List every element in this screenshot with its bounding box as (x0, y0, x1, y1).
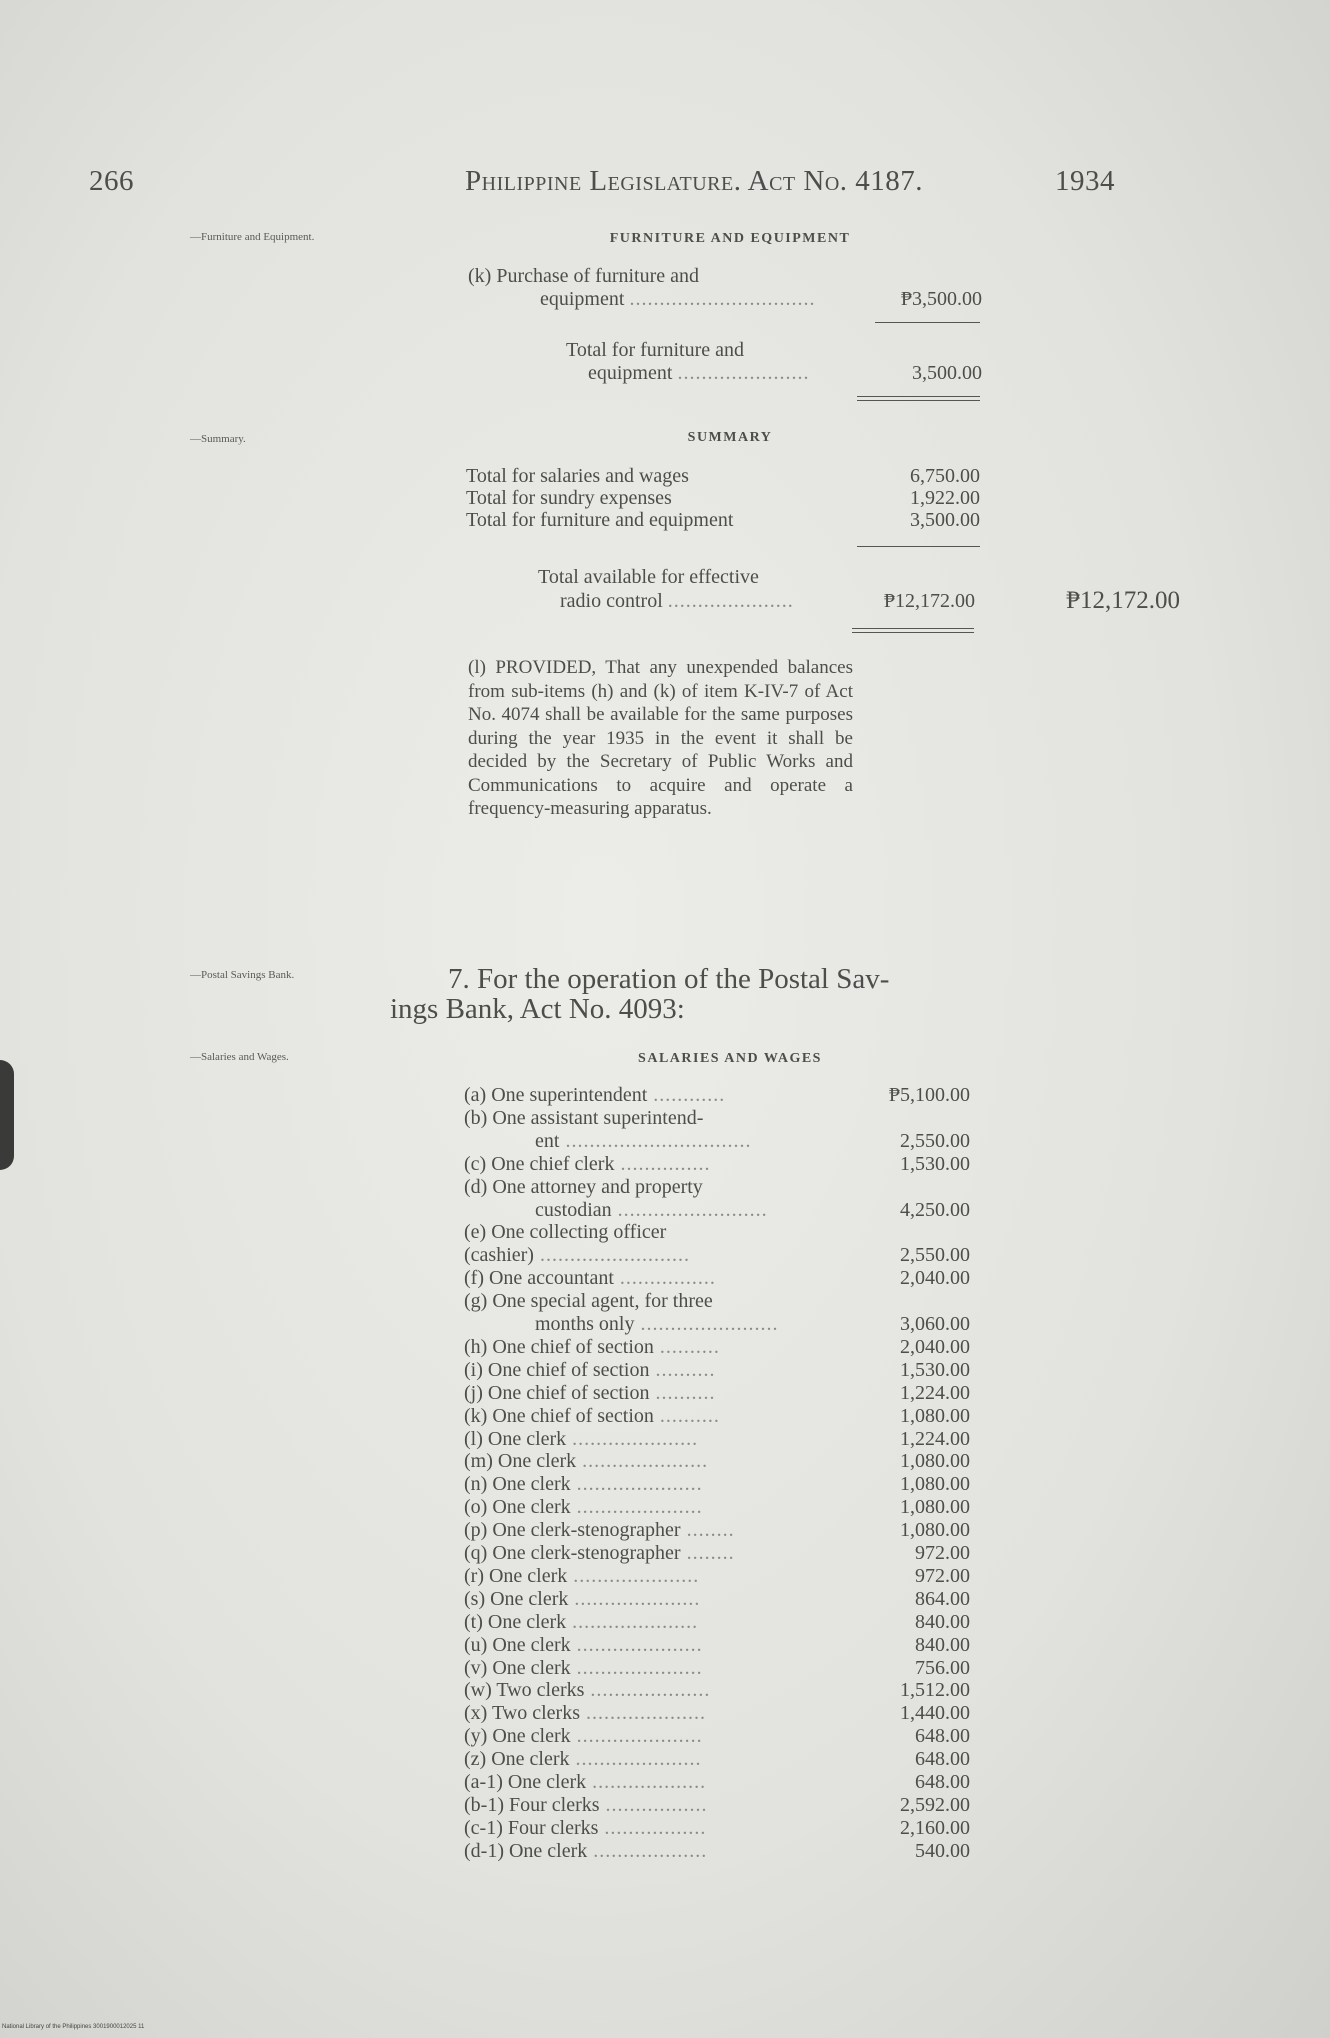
furniture-item-k-amount: ₱3,500.00 (900, 288, 982, 310)
salary-row-amount: 3,060.00 (900, 1313, 970, 1335)
salary-row-amount: 1,530.00 (900, 1152, 970, 1175)
summary-row-1-label: Total for salaries and wages (466, 465, 689, 487)
rule (857, 546, 980, 547)
salary-row-label: custodian ......................... (535, 1198, 768, 1221)
salary-row-label: (a-1) One clerk ................... (464, 1771, 707, 1793)
salaries-heading: SALARIES AND WAGES (638, 1051, 822, 1066)
salary-row-label: (e) One collecting officer (464, 1221, 667, 1244)
salary-row-amount: 1,080.00 (900, 1519, 970, 1542)
salary-row-label: (u) One clerk ..................... (464, 1633, 703, 1656)
salary-row-amount: 648.00 (915, 1725, 970, 1748)
margin-note-salaries-wages: —Salaries and Wages. (190, 1051, 289, 1063)
running-title: Philippine Legislature. Act No. 4187. (465, 165, 924, 197)
salary-row-label: (f) One accountant ................ (464, 1267, 716, 1290)
salary-row-label: (a) One superintendent ............ (464, 1084, 726, 1106)
salary-row-label: ent ............................... (535, 1129, 752, 1152)
salary-row-amount: 4,250.00 (900, 1198, 970, 1221)
footer-credit: National Library of the Philippines 3001900012025 11 (2, 2024, 145, 2030)
salary-row-label: (h) One chief of section .......... (464, 1335, 720, 1358)
outer-column-total: ₱12,172.00 (1066, 587, 1180, 614)
section-7-line1: 7. For the operation of the Postal Sav- (448, 963, 890, 995)
salary-row-label: (cashier) ......................... (464, 1244, 690, 1267)
header-year: 1934 (1055, 165, 1115, 197)
margin-note-summary: —Summary. (190, 433, 246, 445)
salary-row-amount: 2,160.00 (900, 1816, 970, 1839)
salary-row-label: (l) One clerk ..................... (464, 1427, 699, 1450)
salary-row-label: (n) One clerk ..................... (464, 1473, 703, 1496)
rule (852, 628, 974, 629)
salary-row-label: (v) One clerk ..................... (464, 1656, 703, 1679)
salary-row-label: (d-1) One clerk ................... (464, 1839, 708, 1862)
salary-row-amount: ₱5,100.00 (888, 1084, 970, 1106)
salary-row-label: (r) One clerk ..................... (464, 1564, 700, 1587)
salary-row-label: (p) One clerk-stenographer ........ (464, 1519, 735, 1542)
salary-row-label: (j) One chief of section .......... (464, 1381, 716, 1404)
salary-row-label: (b-1) Four clerks ................. (464, 1793, 708, 1816)
furniture-item-k-line2: equipment ............................... (540, 288, 816, 310)
salary-row-amount: 1,080.00 (900, 1450, 970, 1473)
salary-row-amount: 864.00 (915, 1587, 970, 1610)
furniture-heading: FURNITURE AND EQUIPMENT (609, 231, 851, 246)
salary-row-label: (d) One attorney and property (464, 1175, 703, 1198)
salary-row-amount: 840.00 (915, 1633, 970, 1656)
salary-row-label: (g) One special agent, for three (464, 1290, 713, 1313)
salary-row-amount: 648.00 (915, 1748, 970, 1771)
salary-row-amount: 972.00 (915, 1542, 970, 1564)
salary-row-amount: 2,592.00 (900, 1793, 970, 1816)
summary-total-line2: radio control ..................... (560, 590, 794, 612)
summary-total-line1: Total available for effective (538, 566, 759, 588)
furniture-total-line1: Total for furniture and (566, 339, 744, 361)
rule (852, 632, 974, 633)
summary-total-amount: ₱12,172.00 (883, 590, 975, 612)
salary-row-amount: 2,040.00 (900, 1267, 970, 1290)
salary-row-amount: 2,550.00 (900, 1129, 970, 1152)
salary-row-amount: 540.00 (915, 1839, 970, 1862)
salary-row-label: (c-1) Four clerks ................. (464, 1816, 707, 1839)
salary-row-label: (b) One assistant superintend- (464, 1106, 704, 1129)
summary-heading: SUMMARY (687, 430, 773, 445)
salary-row-amount: 840.00 (915, 1610, 970, 1633)
salary-row-label: (y) One clerk ..................... (464, 1725, 703, 1748)
summary-row-3-amount: 3,500.00 (910, 509, 980, 531)
salary-row-label: (c) One chief clerk ............... (464, 1152, 711, 1175)
salary-row-amount: 756.00 (915, 1656, 970, 1679)
rule (857, 396, 980, 397)
page-number: 266 (89, 165, 134, 197)
furniture-total-amount: 3,500.00 (912, 362, 982, 384)
salary-row-amount: 1,080.00 (900, 1404, 970, 1427)
rule (875, 322, 980, 323)
summary-row-2-label: Total for sundry expenses (466, 487, 672, 509)
salary-row-label: (i) One chief of section .......... (464, 1358, 716, 1381)
summary-row-3-label: Total for furniture and equipment (466, 509, 734, 531)
salary-row-amount: 1,224.00 (900, 1381, 970, 1404)
salary-row-label: months only ....................... (535, 1313, 779, 1335)
salary-row-amount: 1,530.00 (900, 1358, 970, 1381)
salary-row-label: (x) Two clerks .................... (464, 1702, 706, 1725)
salary-row-label: (q) One clerk-stenographer ........ (464, 1542, 735, 1564)
salary-row-amount: 1,440.00 (900, 1702, 970, 1725)
salary-row-label: (k) One chief of section .......... (464, 1404, 720, 1427)
salary-row-label: (w) Two clerks .................... (464, 1679, 711, 1702)
salary-row-label: (z) One clerk ..................... (464, 1748, 702, 1771)
summary-row-1-amount: 6,750.00 (910, 465, 980, 487)
salary-row-amount: 972.00 (915, 1564, 970, 1587)
proviso-paragraph: (l) PROVIDED, That any unexpended balances from sub-items (h) and (k) of item K-IV-7 of Act No. 4074 shall be available for the same purposes during the year 1935 in the event it shall be decided by the Secretary of Public Works and Communications to acquire and operate a frequency-measuring apparatus. (468, 657, 853, 819)
margin-note-postal-savings: —Postal Savings Bank. (190, 969, 295, 981)
rule (857, 400, 980, 401)
salary-row-amount: 1,224.00 (900, 1427, 970, 1450)
salary-row-label: (t) One clerk ..................... (464, 1610, 699, 1633)
salary-row-label: (m) One clerk ..................... (464, 1450, 709, 1473)
summary-row-2-amount: 1,922.00 (910, 487, 980, 509)
margin-note-furniture: —Furniture and Equipment. (190, 231, 315, 243)
section-7-line2: ings Bank, Act No. 4093: (390, 993, 685, 1025)
furniture-total-line2: equipment ...................... (588, 362, 810, 384)
salary-row-amount: 1,512.00 (900, 1679, 970, 1702)
binding-shadow (0, 1060, 14, 1170)
salary-row-amount: 1,080.00 (900, 1496, 970, 1519)
salary-row-amount: 1,080.00 (900, 1473, 970, 1496)
salary-row-label: (s) One clerk ..................... (464, 1587, 701, 1610)
salary-row-amount: 2,550.00 (900, 1244, 970, 1267)
salary-row-amount: 648.00 (915, 1771, 970, 1793)
salary-row-amount: 2,040.00 (900, 1335, 970, 1358)
salary-row-label: (o) One clerk ..................... (464, 1496, 703, 1519)
furniture-item-k-line1: (k) Purchase of furniture and (468, 265, 700, 287)
